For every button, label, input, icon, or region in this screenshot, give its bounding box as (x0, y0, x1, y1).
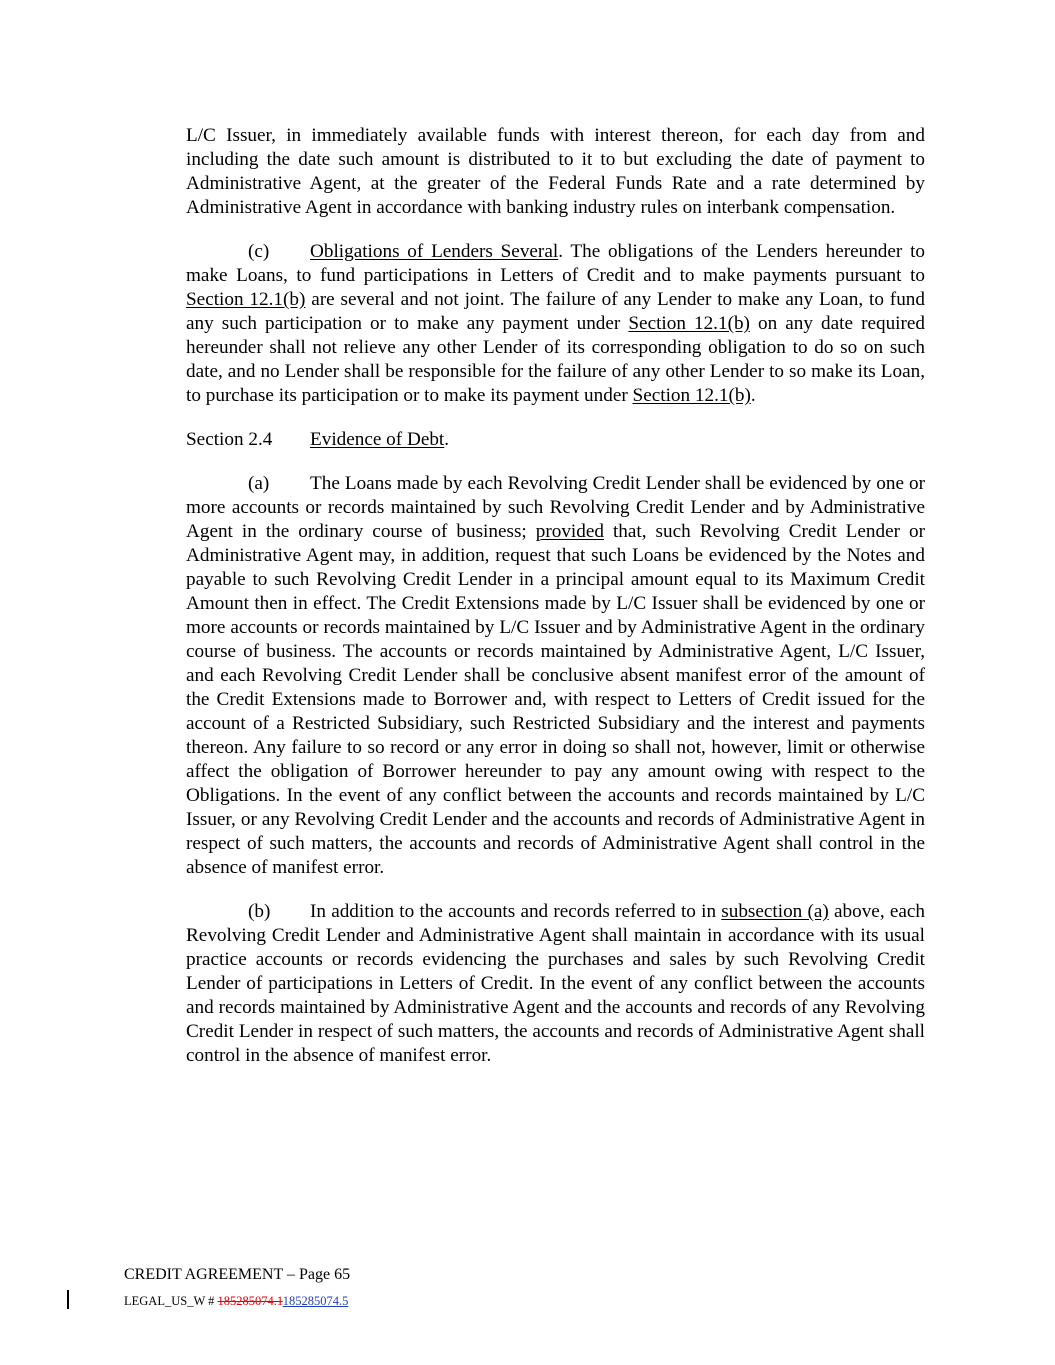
document-id-deleted: 185285074.1 (217, 1294, 283, 1308)
paragraph-text: The Loans made by each Revolving Credit Lender shall be evidenced by one or more accounts or records maintained by such Revolving Credit Lender and by Administrative Agent in the ordinary course of business; (186, 473, 925, 542)
paragraph-text: above, each Revolving Credit Lender and Administrative Agent shall maintain in accordance with its usual practice accounts or records evidencing the purchases and sales by such Revolving Credit Lender of participations in Letters of Credit. In the event of any conflict between the accounts and records maintained by Administrative Agent and the accounts and records of any Revolving Credit Lender in respect of such matters, the accounts and records of Administrative Agent shall control in the absence of manifest error. (186, 901, 925, 1066)
provided-term: provided (535, 521, 604, 542)
paragraph-title: Obligations of Lenders Several (310, 241, 559, 262)
section-reference: Section 12.1(b) (186, 289, 306, 310)
section-number: Section 2.4 (186, 429, 273, 450)
section-reference: Section 12.1(b) (632, 385, 751, 406)
paragraph-b (186, 900, 925, 1068)
change-bar (67, 1290, 69, 1309)
paragraph-a (186, 472, 925, 880)
section-title-period: . (444, 429, 450, 450)
footer-title: CREDIT AGREEMENT – Page 65 (124, 1266, 351, 1283)
document-id-prefix: LEGAL_US_W # (124, 1294, 218, 1308)
section-heading (186, 428, 925, 452)
section-title: Evidence of Debt (310, 429, 445, 450)
paragraph-text: that, such Revolving Credit Lender or Administrative Agent may, in addition, request that such Loans be evidenced by the Notes and payable to such Revolving Credit Lender in a principal amount equal to its Maximum Credit Amount then in effect. The Credit Extensions made by L/C Issuer shall be evidenced by one or more accounts or records maintained by L/C Issuer and by Administrative Agent in the ordinary course of business. The accounts or records maintained by Administrative Agent, L/C Issuer, and each Revolving Credit Lender shall be conclusive absent manifest error of the amount of the Credit Extensions made to Borrower and, with respect to Letters of Credit issued for the account of a Restricted Subsidiary, such Restricted Subsidiary and the interest and payments thereon. Any failure to so record or any error in doing so shall not, however, limit or otherwise affect the obligation of Borrower hereunder to pay any amount owing with respect to the Obligations. In the event of any conflict between the accounts and records maintained by L/C Issuer, or any Revolving Credit Lender and the accounts and records of Administrative Agent in respect of such matters, the accounts and records of Administrative Agent shall control in the absence of manifest error. (186, 521, 925, 878)
paragraph-text: In addition to the accounts and records referred to in (310, 901, 722, 922)
footer-document-id (124, 1292, 348, 1310)
paragraph-text: L/C Issuer, in immediately available funds with interest thereon, for each day from and including the date such amount is distributed to it to but excluding the date of payment to Administrative Agent, at the greater of the Federal Funds Rate and a rate determined by Administrative Agent in accordance with banking industry rules on interbank compensation. (186, 125, 925, 218)
document-id-inserted: 185285074.5 (282, 1294, 349, 1308)
paragraph-label: (c) (248, 241, 270, 262)
paragraph-text: are several and not joint. The failure of any Lender to make any Loan, to fund any such participation or to make any payment under (186, 289, 925, 334)
paragraph-text: on any date required hereunder shall not relieve any other Lender of its corresponding obligation to do so on such date, and no Lender shall be responsible for the failure of any other Lender to so make its Loan, to purchase its participation or to make its payment under (186, 313, 925, 406)
paragraph-c (186, 240, 925, 408)
subsection-reference: subsection (a) (721, 901, 829, 922)
document-page (186, 124, 925, 1068)
paragraph-text: . The obligations of the Lenders hereunder to make Loans, to fund participations in Letters of Credit and to make payments pursuant to (186, 241, 926, 286)
paragraph-label: (a) (248, 473, 270, 494)
paragraph-carryover (186, 124, 925, 220)
paragraph-label: (b) (248, 901, 271, 922)
section-reference: Section 12.1(b) (628, 313, 750, 334)
paragraph-text: . (750, 385, 756, 406)
